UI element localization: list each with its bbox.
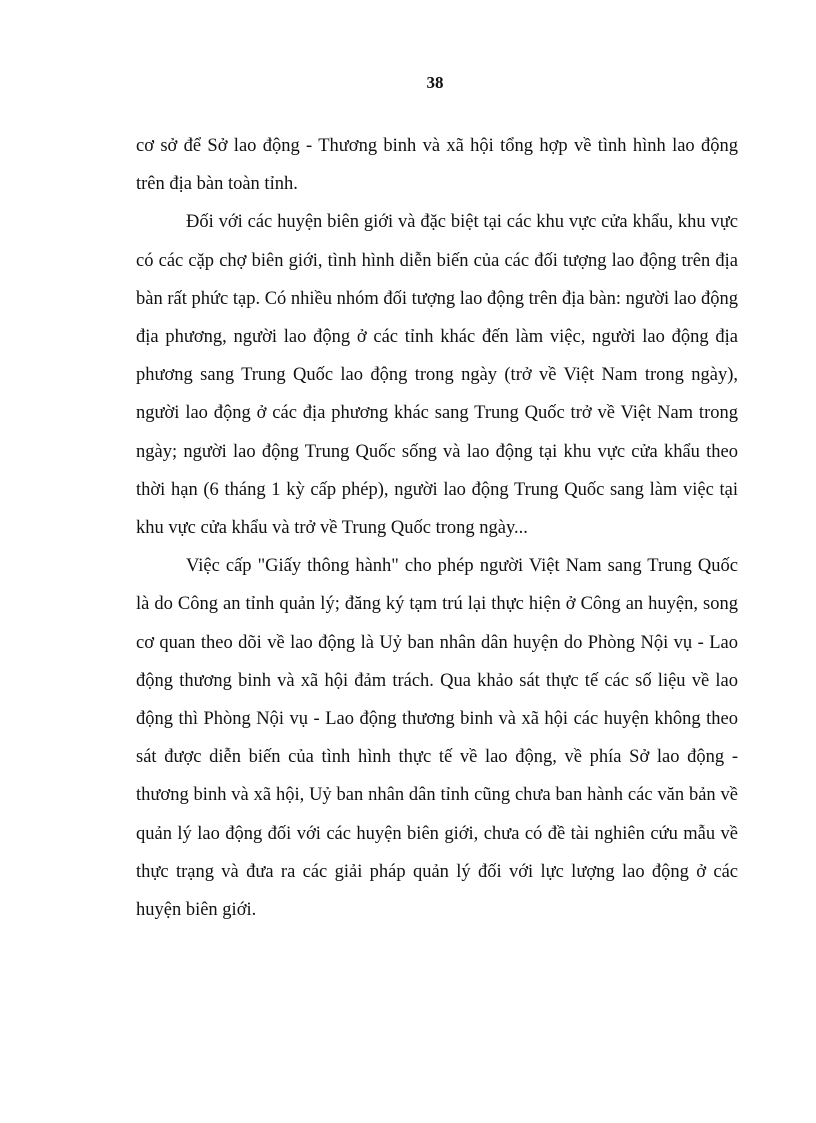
paragraph-continuation: cơ sở để Sở lao động - Thương binh và xã hội tổng hợp về tình hình lao động trên địa bàn toàn tỉnh.	[136, 136, 738, 195]
page-number: 38	[426, 73, 444, 92]
body-text	[136, 127, 738, 929]
paragraph-travel-permit: Việc cấp "Giấy thông hành" cho phép người Việt Nam sang Trung Quốc là do Công an tỉnh quản lý; đăng ký tạm trú lại thực hiện ở Công an huyện, song cơ quan theo dõi về lao động là Uỷ ban nhân dân huyện do Phòng Nội vụ - Lao động thương binh và xã hội đảm trách. Qua khảo sát thực tế các số liệu về lao động thì Phòng Nội vụ - Lao động thương binh và xã hội các huyện không theo sát được diễn biến của tình hình thực tế về lao động, về phía Sở lao động - thương binh và xã hội, Uỷ ban nhân dân tỉnh cũng chưa ban hành các văn bản về quản lý lao động đối với các huyện biên giới, chưa có đề tài nghiên cứu mẫu về thực trạng và đưa ra các giải pháp quản lý đối với lực lượng lao động ở các huyện biên giới.	[136, 556, 738, 921]
paragraph-border-districts: Đối với các huyện biên giới và đặc biệt tại các khu vực cửa khẩu, khu vực có các cặp chợ biên giới, tình hình diễn biến của các đối tượng lao động trên địa bàn rất phức tạp. Có nhiều nhóm đối tượng lao động trên địa bàn: người lao động địa phương, người lao động ở các tỉnh khác đến làm việc, người lao động địa phương sang Trung Quốc lao động trong ngày (trở về Việt Nam trong ngày), người lao động ở các địa phương khác sang Trung Quốc trở về Việt Nam trong ngày; người lao động Trung Quốc sống và lao động tại khu vực cửa khẩu theo thời hạn (6 tháng 1 kỳ cấp phép), người lao động Trung Quốc sang làm việc tại khu vực cửa khẩu và trở về Trung Quốc trong ngày...	[136, 212, 738, 539]
